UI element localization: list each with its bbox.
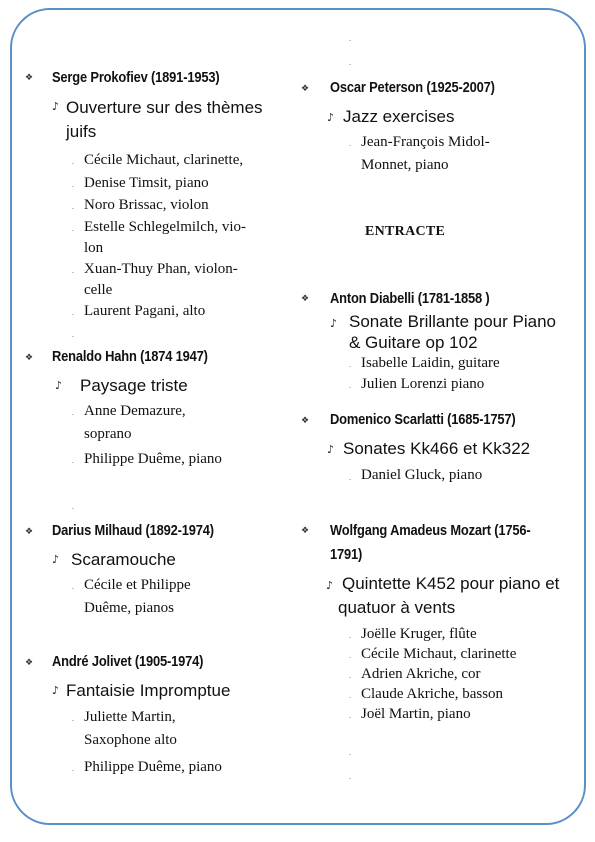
performer: Joël Martin, piano (361, 706, 471, 722)
diamond-bullet-icon: ❖ (25, 73, 34, 83)
music-note-icon: ♪ (52, 100, 60, 113)
music-note-icon: ♪ (330, 317, 338, 330)
composer-name: Serge Prokofiev (1891-1953) (52, 69, 220, 86)
dot-bullet-icon: . (349, 691, 351, 700)
dot-bullet-icon: . (72, 714, 74, 723)
music-note-icon: ♪ (326, 579, 334, 592)
diamond-bullet-icon: ❖ (25, 353, 34, 363)
work-title: Sonate Brillante pour Piano & Guitare op 102 (349, 312, 556, 352)
performer: Cécile Michaut, clarinette (361, 646, 517, 662)
music-note-icon: ♪ (55, 379, 63, 392)
work-title: Jazz exercises (343, 107, 455, 126)
dot-bullet-icon: . (349, 748, 351, 757)
work-title: Ouverture sur des thèmes juifs (66, 98, 263, 141)
dot-bullet-icon: . (72, 224, 74, 233)
performer: Julien Lorenzi piano (361, 376, 485, 392)
composer-name: Renaldo Hahn (1874 1947) (52, 348, 208, 365)
dot-bullet-icon: . (72, 456, 74, 465)
diamond-bullet-icon: ❖ (301, 84, 310, 94)
music-note-icon: ♪ (52, 684, 60, 697)
performer: Adrien Akriche, cor (361, 666, 481, 682)
composer-name: Domenico Scarlatti (1685-1757) (330, 411, 516, 428)
dot-bullet-icon: . (349, 772, 351, 781)
dot-bullet-icon: . (349, 34, 351, 43)
performer: Philippe Duême, piano (84, 451, 222, 467)
dot-bullet-icon: . (72, 202, 74, 211)
music-note-icon: ♪ (327, 111, 335, 124)
diamond-bullet-icon: ❖ (25, 527, 34, 537)
dot-bullet-icon: . (72, 308, 74, 317)
performer: Claude Akriche, basson (361, 686, 504, 702)
performer: Cécile et Philippe Duême, pianos (84, 577, 191, 616)
dot-bullet-icon: . (72, 266, 74, 275)
composer-name: Oscar Peterson (1925-2007) (330, 79, 495, 96)
performer: Noro Brissac, violon (84, 197, 209, 213)
composer-name: Wolfgang Amadeus Mozart (1756-1791) (330, 522, 531, 563)
performer: Cécile Michaut, clarinette, (84, 152, 244, 168)
work-title: Fantaisie Impromptue (66, 681, 231, 700)
work-title: Scaramouche (71, 550, 176, 569)
work-title: Sonates Kk466 et Kk322 (343, 439, 531, 458)
dot-bullet-icon: . (349, 711, 351, 720)
entracte-heading: ENTRACTE (365, 224, 446, 239)
dot-bullet-icon: . (349, 473, 351, 482)
performer: Daniel Gluck, piano (361, 467, 483, 483)
dot-bullet-icon: . (72, 502, 74, 511)
performer: Xuan-Thuy Phan, violon-celle (84, 261, 238, 298)
dot-bullet-icon: . (349, 651, 351, 660)
composer-name: Darius Milhaud (1892-1974) (52, 522, 214, 539)
dot-bullet-icon: . (72, 180, 74, 189)
performer: Denise Timsit, piano (84, 175, 209, 191)
diamond-bullet-icon: ❖ (301, 526, 310, 536)
diamond-bullet-icon: ❖ (25, 658, 34, 668)
work-title: Paysage triste (80, 376, 188, 395)
diamond-bullet-icon: ❖ (301, 294, 310, 304)
performer: Anne Demazure, soprano (84, 403, 186, 442)
performer: Juliette Martin, Saxophone alto (84, 709, 177, 748)
dot-bullet-icon: . (349, 139, 351, 148)
composer-name: Anton Diabelli (1781-1858 ) (330, 290, 490, 307)
performer: Estelle Schlegelmilch, vio-lon (84, 219, 247, 256)
music-note-icon: ♪ (52, 553, 60, 566)
dot-bullet-icon: . (72, 157, 74, 166)
dot-bullet-icon: . (349, 671, 351, 680)
dot-bullet-icon: . (349, 58, 351, 67)
dot-bullet-icon: . (349, 631, 351, 640)
diamond-bullet-icon: ❖ (301, 416, 310, 426)
dot-bullet-icon: . (72, 330, 74, 339)
performer: Isabelle Laidin, guitare (361, 355, 500, 371)
composer-name: André Jolivet (1905-1974) (52, 653, 204, 670)
performer: Jean-François Midol-Monnet, piano (361, 134, 490, 173)
dot-bullet-icon: . (72, 582, 74, 591)
performer: Philippe Duême, piano (84, 759, 222, 775)
performer: Laurent Pagani, alto (84, 303, 206, 319)
music-note-icon: ♪ (327, 443, 335, 456)
performer: Joëlle Kruger, flûte (361, 626, 477, 642)
dot-bullet-icon: . (72, 764, 74, 773)
dot-bullet-icon: . (349, 381, 351, 390)
dot-bullet-icon: . (349, 360, 351, 369)
dot-bullet-icon: . (72, 408, 74, 417)
work-title: Quintette K452 pour piano et quatuor à vents (338, 574, 560, 617)
